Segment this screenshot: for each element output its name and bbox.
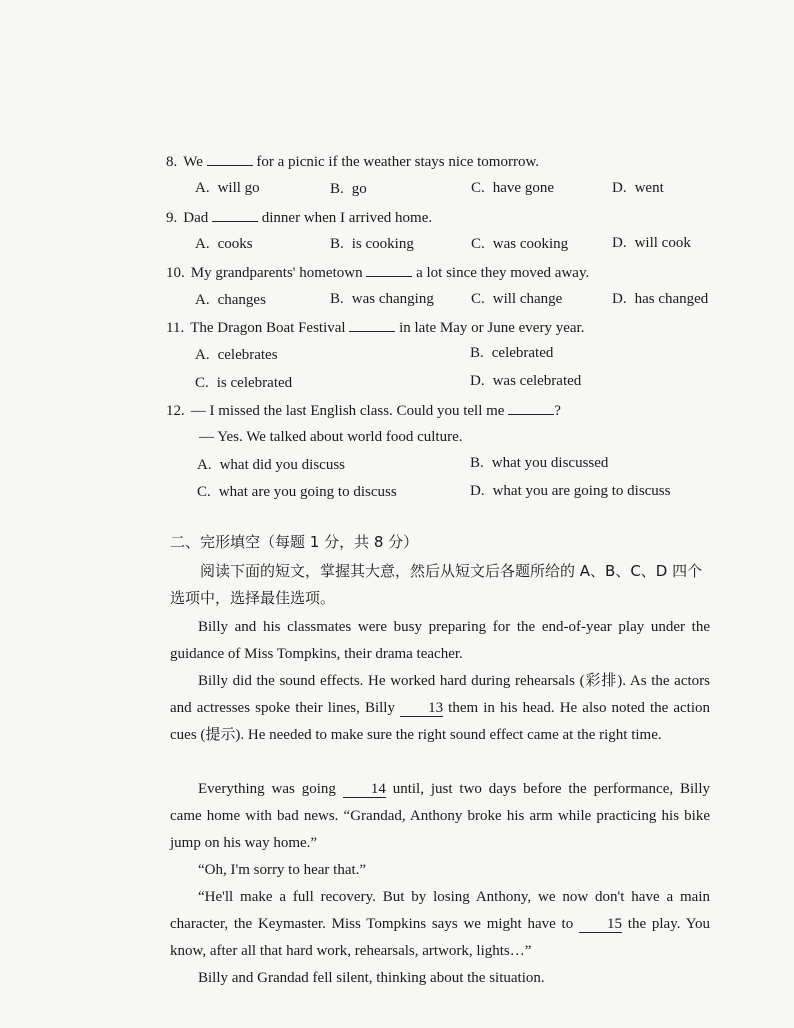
question-10-option-a: A. changes xyxy=(195,292,266,308)
question-11-option-c: C. is celebrated xyxy=(195,375,293,391)
stem-after: a lot since they moved away. xyxy=(416,265,590,281)
question-11-option-d: D. was celebrated xyxy=(470,373,582,389)
question-11-option-a: A. celebrates xyxy=(195,347,278,363)
stem-after: dinner when I arrived home. xyxy=(261,210,433,226)
question-10-option-b: B. was changing xyxy=(330,291,434,307)
question-8-option-c: C. have gone xyxy=(471,180,554,196)
question-8-stem xyxy=(166,151,539,171)
passage-paragraph-4: “Oh, I'm sorry to hear that.” xyxy=(198,862,367,878)
question-number: 8. xyxy=(166,154,178,170)
stem-after: for a picnic if the weather stays nice tomorrow. xyxy=(256,154,540,170)
question-9-option-c: C. was cooking xyxy=(471,236,569,252)
blank-13: 13 xyxy=(400,700,443,717)
question-9-option-a: A. cooks xyxy=(195,236,253,252)
question-8-option-a: A. will go xyxy=(195,180,260,196)
stem-after: in late May or June every year. xyxy=(399,320,585,336)
stem-before: — I missed the last English class. Could you tell me xyxy=(190,403,505,419)
answer-blank xyxy=(508,400,554,415)
question-9-option-d: D. will cook xyxy=(612,235,691,251)
question-8-option-d: D. went xyxy=(612,180,664,196)
question-12-reply: — Yes. We talked about world food culture. xyxy=(199,429,463,445)
blank-15: 15 xyxy=(579,916,622,933)
passage-paragraph-2: Billy did the sound effects. He worked hard during rehearsals (彩排). As the actors and actresses spoke their lines, Billy 13 them in his head. He also noted the action cues (提示). He needed to make sure the right sound effect came at the right time. xyxy=(170,673,711,743)
question-9-stem xyxy=(166,207,432,227)
stem-before: We xyxy=(183,154,203,170)
question-10-option-c: C. will change xyxy=(471,291,563,307)
stem-before: Dad xyxy=(183,210,209,226)
question-11-option-b: B. celebrated xyxy=(470,345,554,361)
question-12-option-c: C. what are you going to discuss xyxy=(197,484,397,500)
answer-blank xyxy=(212,207,258,222)
passage-paragraph-3: Everything was going 14 until, just two days before the performance, Billy came home with bad news. “Grandad, Anthony broke his arm while practicing his bike jump on his way home.” xyxy=(170,781,710,851)
question-12-option-d: D. what you are going to discuss xyxy=(470,483,671,499)
answer-blank xyxy=(349,317,395,332)
question-number: 10. xyxy=(166,265,185,281)
stem-before: My grandparents' hometown xyxy=(190,265,363,281)
stem-after: ? xyxy=(554,403,561,419)
answer-blank xyxy=(366,262,412,277)
question-11-stem xyxy=(166,317,584,337)
passage-paragraph-1: Billy and his classmates were busy preparing for the end-of-year play under the guidance of Miss Tompkins, their drama teacher. xyxy=(170,619,710,662)
question-12-stem xyxy=(166,400,561,420)
section-instruction: 阅读下面的短文，掌握其大意，然后从短文后各题所给的 A、B、C、D 四个选项中，选择最佳选项。 xyxy=(170,562,703,607)
stem-before: The Dragon Boat Festival xyxy=(190,320,346,336)
question-12-option-a: A. what did you discuss xyxy=(197,457,346,473)
blank-14: 14 xyxy=(343,781,386,798)
answer-blank xyxy=(207,151,253,166)
question-12-option-b: B. what you discussed xyxy=(470,455,609,471)
section-heading: 二、完形填空（每题 1 分，共 8 分） xyxy=(170,533,419,551)
question-number: 9. xyxy=(166,210,178,226)
passage-paragraph-5: “He'll make a full recovery. But by losing Anthony, we now don't have a main character, the Keymaster. Miss Tompkins says we might have to 15 the play. You know, after all that hard work, rehearsals, artwork, lights…” xyxy=(170,889,711,959)
question-10-stem xyxy=(166,262,589,282)
question-10-option-d: D. has changed xyxy=(612,291,709,307)
question-number: 12. xyxy=(166,403,185,419)
question-8-option-b: B. go xyxy=(330,181,367,197)
question-number: 11. xyxy=(166,320,185,336)
question-9-option-b: B. is cooking xyxy=(330,236,414,252)
passage-paragraph-6: Billy and Grandad fell silent, thinking about the situation. xyxy=(198,970,545,986)
